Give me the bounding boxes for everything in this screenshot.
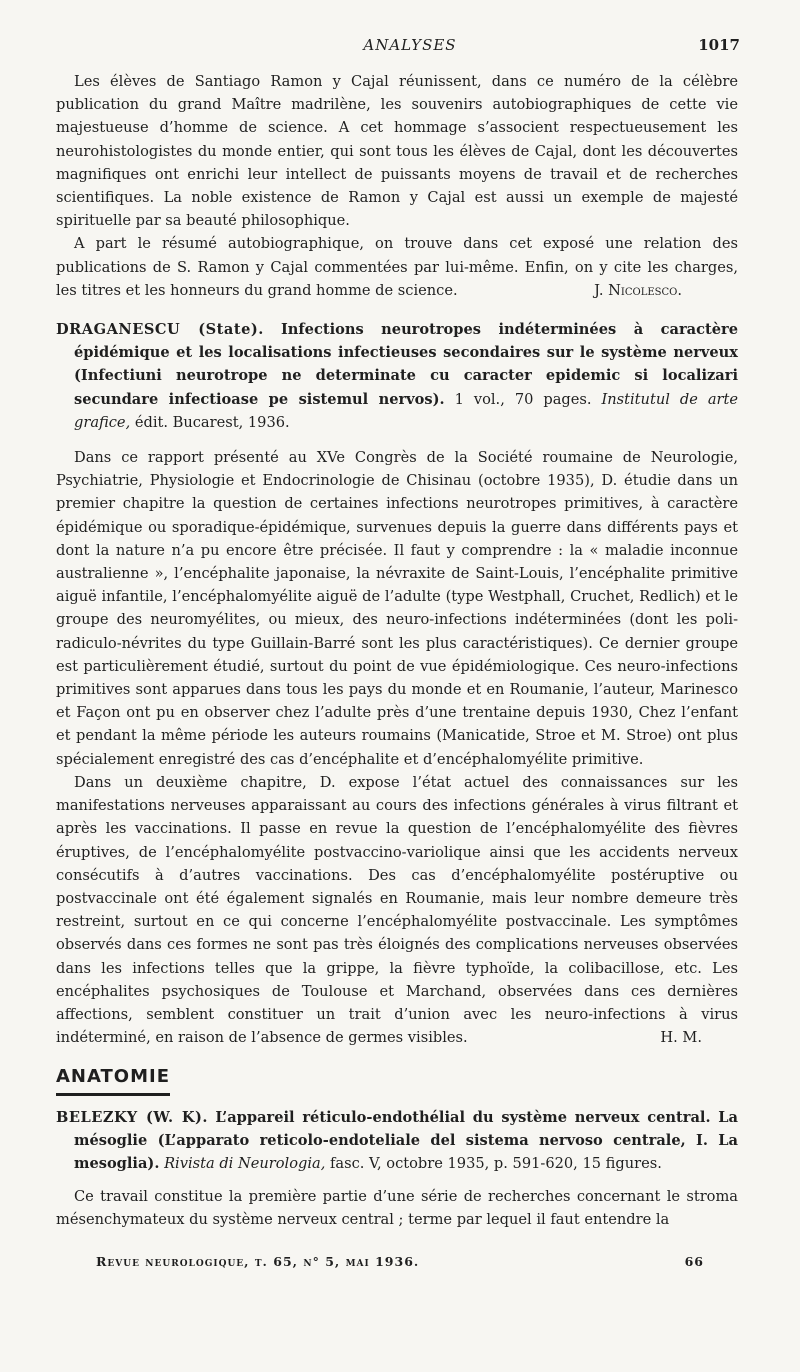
review-paragraph-1: Dans ce rapport présenté au XVe Congrès de la Société roumaine de Neurologie, Psychiatrie, Physiologie et Endocrinologie de Chisinau (octobre 1935), D. étudie dans un premier chapitre la question de certaines infections neurotropes primitives, à caractère épidémique ou sporadique-épidémique, survenues depuis la guerre dans différents pays et dont la nature n’a pu encore être précisée. Il faut y comprendre : la « maladie inconnue australienne », l’encéphalite japonaise, la névraxite de Saint-Louis, l’encéphalite primitive aiguë infantile, l’encéphalomyélite aiguë de l’adulte (type Westphall, Cruchet, Redlich) et le groupe des neuromyélites, ou mieux, des neuro-infections indéterminées (dont les poli-radiculo-névrites du type Guillain-Barré sont les plus caractéristiques). Ce dernier groupe est particulièrement étudié, surtout du point de vue épidémiologique. Ces neuro-infections primitives sont apparues dans tous les pays du monde et en Roumanie, l’auteur, Marinesco et Façon ont pu en observer chez l’adulte près d’une trentaine depuis 1930, Chez l’enfant et pendant la même période les auteurs roumains (Manicatide, Stroe et M. Stroe) ont plus spécialement enregistré des cas d’encéphalite et d’encéphalomyélite primitive. <box>56 449 738 768</box>
review-entry-draganescu <box>56 318 738 434</box>
section-heading: ANATOMIE <box>56 1065 738 1095</box>
signature-hm: H. M. <box>660 1029 702 1047</box>
footer-signature-number: 66 <box>684 1254 704 1269</box>
text-column <box>56 70 738 1232</box>
entry-details: 1 vol., 70 pages. <box>454 390 592 408</box>
review-paragraph-2 <box>56 771 738 1049</box>
intro-paragraph-1: Les élèves de Santiago Ramon y Cajal réunissent, dans ce numéro de la célèbre publication du grand Maître madrilène, les souvenirs autobiographiques de cette vie majestueuse d’homme de science. A cet hommage s’associent respectueusement les neurohistologistes du monde entier, qui sont tous les élèves de Cajal, dont les découvertes magnifiques ont enrichi leur intellect de puissants moyens de travail et de recherches scientifiques. La noble existence de Ramon y Cajal est aussi un exemple de majesté spirituelle par sa beauté philosophique. <box>56 73 738 230</box>
review-entry-belezky <box>56 1106 738 1176</box>
entry-imprint: édit. Bucarest, 1936. <box>134 413 290 431</box>
page-footer <box>96 1254 704 1269</box>
intro-paragraph-2 <box>56 232 738 302</box>
running-head <box>80 36 740 58</box>
entry-journal: Rivista di Neurologia, <box>164 1154 326 1172</box>
entry-author: BELEZKY (W. K). <box>56 1108 209 1126</box>
entry-imprint: fasc. V, octobre 1935, p. 591-620, 15 figures. <box>329 1154 662 1172</box>
review-paragraph-3: Ce travail constitue la première partie d’une série de recherches concernant le stroma mésenchymateux du système nerveux central ; terme par lequel il faut entendre la <box>56 1188 738 1229</box>
entry-title: L’appareil réticulo-endothélial du système nerveux central. La mésoglie (L’apparato reticolo-endoteliale del sistema nervoso centrale, I. La mesoglia). <box>74 1108 739 1172</box>
page-number: 1017 <box>698 36 740 54</box>
running-title: ANALYSES <box>363 36 457 54</box>
entry-author: DRAGANESCU (State). <box>56 321 264 339</box>
review-paragraph-2-text: Dans un deuxième chapitre, D. expose l’état actuel des connaissances sur les manifestations nerveuses apparaissant au cours des infections générales à virus filtrant et après les vaccinations. Il passe en revue la question de l’encéphalomyélite des fièvres éruptives, de l’encéphalomyélite postvaccino-variolique ainsi que les accidents nerveux consécutifs à d’autres vaccinations. Des cas d’encéphalomyélite postéruptive ou postvaccinale ont été également signalés en Roumanie, mais leur nombre demeure très restreint, surtout en ce qui concerne l’encéphalomyélite postvaccinale. Les symptômes observés dans ces formes ne sont pas très éloignés des complications nerveuses observées dans les infections telles que la grippe, la fièvre typhoïde, la colibacillose, etc. Les encéphalites psychosiques de Toulouse et Marchand, observées dans ces dernières affections, semblent constituer un trait d’union avec les neuro-infections à virus indéterminé, en raison de l’absence de germes visibles. <box>56 773 738 1047</box>
intro-paragraph-2-text: A part le résumé autobiographique, on trouve dans cet exposé une relation des publications de S. Ramon y Cajal commentées par lui-même. Enfin, on y cite les charges, les titres et les honneurs du grand homme de science. <box>56 235 738 299</box>
signature-nicolesco: J. Nicolesco. <box>594 281 682 299</box>
footer-journal-citation: Revue neurologique, t. 65, n° 5, mai 1936. <box>96 1254 420 1269</box>
entry-title: Infections neurotropes indéterminées à caractère épidémique et les localisations infectieuses secondaires sur le système nerveux (Infectiuni neurotrope ne determinate cu caracter epidemic si localizari secundare infectioase pe sistemul nervos). <box>74 321 739 408</box>
entry-publisher: Institutul de arte grafice, <box>74 390 738 431</box>
